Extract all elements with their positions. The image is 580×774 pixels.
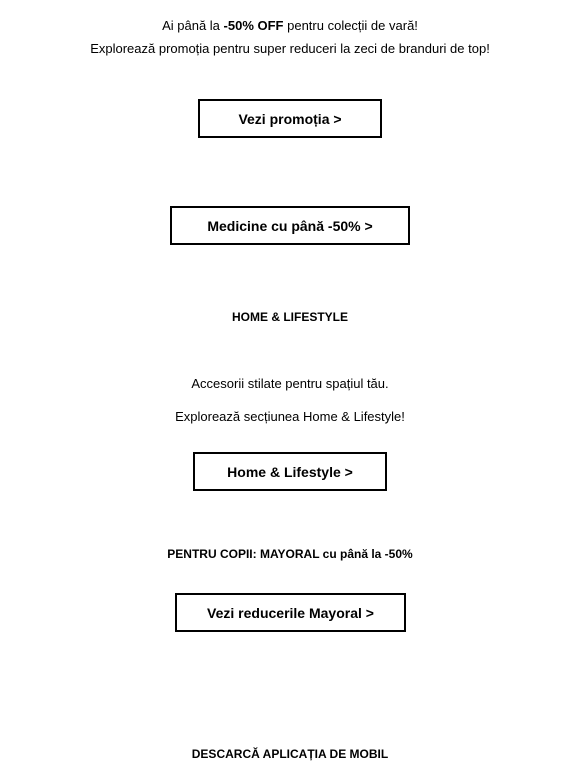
see-promotion-button[interactable]: Vezi promoția > [198,99,382,138]
promo-line-1-prefix: Ai până la [162,18,224,33]
medicine-button[interactable]: Medicine cu până -50% > [170,206,410,245]
kids-heading: PENTRU COPII: MAYORAL cu până la -50% [167,547,413,561]
download-app-heading: DESCARCĂ APLICAȚIA DE MOBIL [191,747,389,761]
home-lifestyle-line-1: Accesorii stilate pentru spațiul tău. [191,376,389,391]
home-lifestyle-line-2: Explorează secțiunea Home & Lifestyle! [175,409,405,424]
promo-line-1-suffix: pentru colecții de vară! [283,18,418,33]
home-lifestyle-heading: HOME & LIFESTYLE [231,310,348,324]
promo-line-1 [0,18,580,34]
promo-discount-highlight: -50% OFF [223,18,284,33]
home-lifestyle-button[interactable]: Home & Lifestyle > [193,452,387,491]
promo-line-2: Explorează promoția pentru super reduceri la zeci de branduri de top! [90,41,490,56]
mayoral-discounts-button[interactable]: Vezi reducerile Mayoral > [175,593,406,632]
